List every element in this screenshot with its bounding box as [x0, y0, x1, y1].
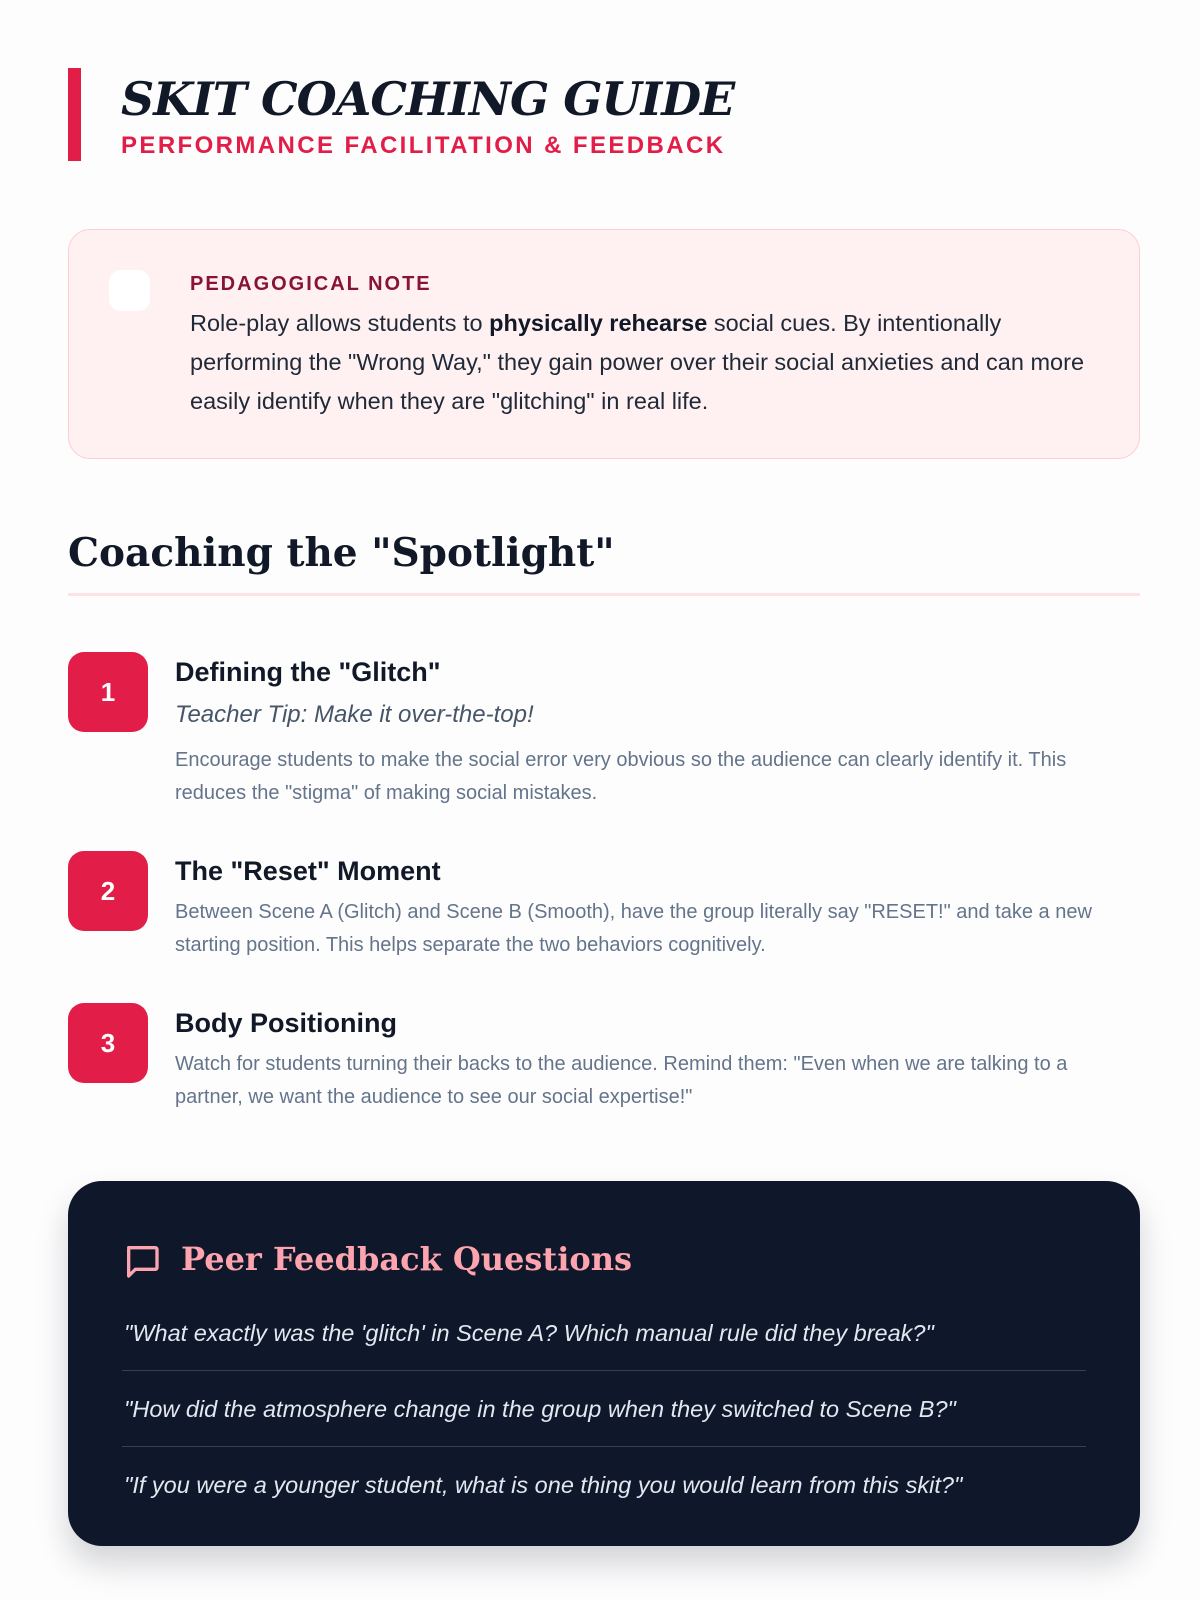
step-number-badge: 2: [68, 851, 148, 931]
section-title: Coaching the "Spotlight": [68, 530, 615, 576]
chat-bubble-icon: [122, 1241, 162, 1281]
feedback-question: "If you were a younger student, what is one thing you would learn from this skit?": [124, 1472, 963, 1498]
page-title: SKIT COACHING GUIDE: [121, 72, 735, 126]
pedagogical-note: [68, 229, 1140, 459]
feedback-question-list: [122, 1295, 1086, 1523]
page-subtitle: PERFORMANCE FACILITATION & FEEDBACK: [121, 132, 726, 159]
step-tip: Teacher Tip: Make it over-the-top!: [175, 701, 534, 728]
header: [68, 68, 868, 161]
feedback-question: "How did the atmosphere change in the group when they switched to Scene B?": [122, 1371, 1086, 1447]
note-icon: [109, 270, 150, 311]
note-text-bold: physically rehearse: [489, 310, 708, 336]
step-description: Encourage students to make the social error very obvious so the audience can clearly identify it. This reduces the "stigma" of making social mistakes.: [175, 749, 1067, 804]
feedback-question: "What exactly was the 'glitch' in Scene A? Which manual rule did they break?": [122, 1295, 1086, 1371]
accent-bar: [68, 68, 81, 161]
step-title: The "Reset" Moment: [175, 856, 441, 886]
step-description: Between Scene A (Glitch) and Scene B (Smooth), have the group literally say "RESET!" and take a new starting position. This helps separate the two behaviors cognitively.: [175, 901, 1092, 956]
step-title: Defining the "Glitch": [175, 657, 441, 687]
step-description: Watch for students turning their backs to the audience. Remind them: "Even when we are talking to a partner, we want the audience to see our social expertise!": [175, 1053, 1068, 1108]
note-label: PEDAGOGICAL NOTE: [190, 273, 432, 295]
note-body: [190, 304, 1110, 421]
step-number-badge: 3: [68, 1003, 148, 1083]
note-text-before: Role-play allows students to: [190, 310, 490, 336]
section-divider: [68, 593, 1140, 596]
peer-feedback-panel: [68, 1181, 1140, 1546]
note-text-after: social cues. By intentionally performing the "Wrong Way," they gain power over their social anxieties and can more easily identify when they are "glitching" in real life.: [190, 310, 1085, 414]
step-title: Body Positioning: [175, 1008, 397, 1038]
step-number-badge: 1: [68, 652, 148, 732]
feedback-title: Peer Feedback Questions: [181, 1240, 632, 1278]
